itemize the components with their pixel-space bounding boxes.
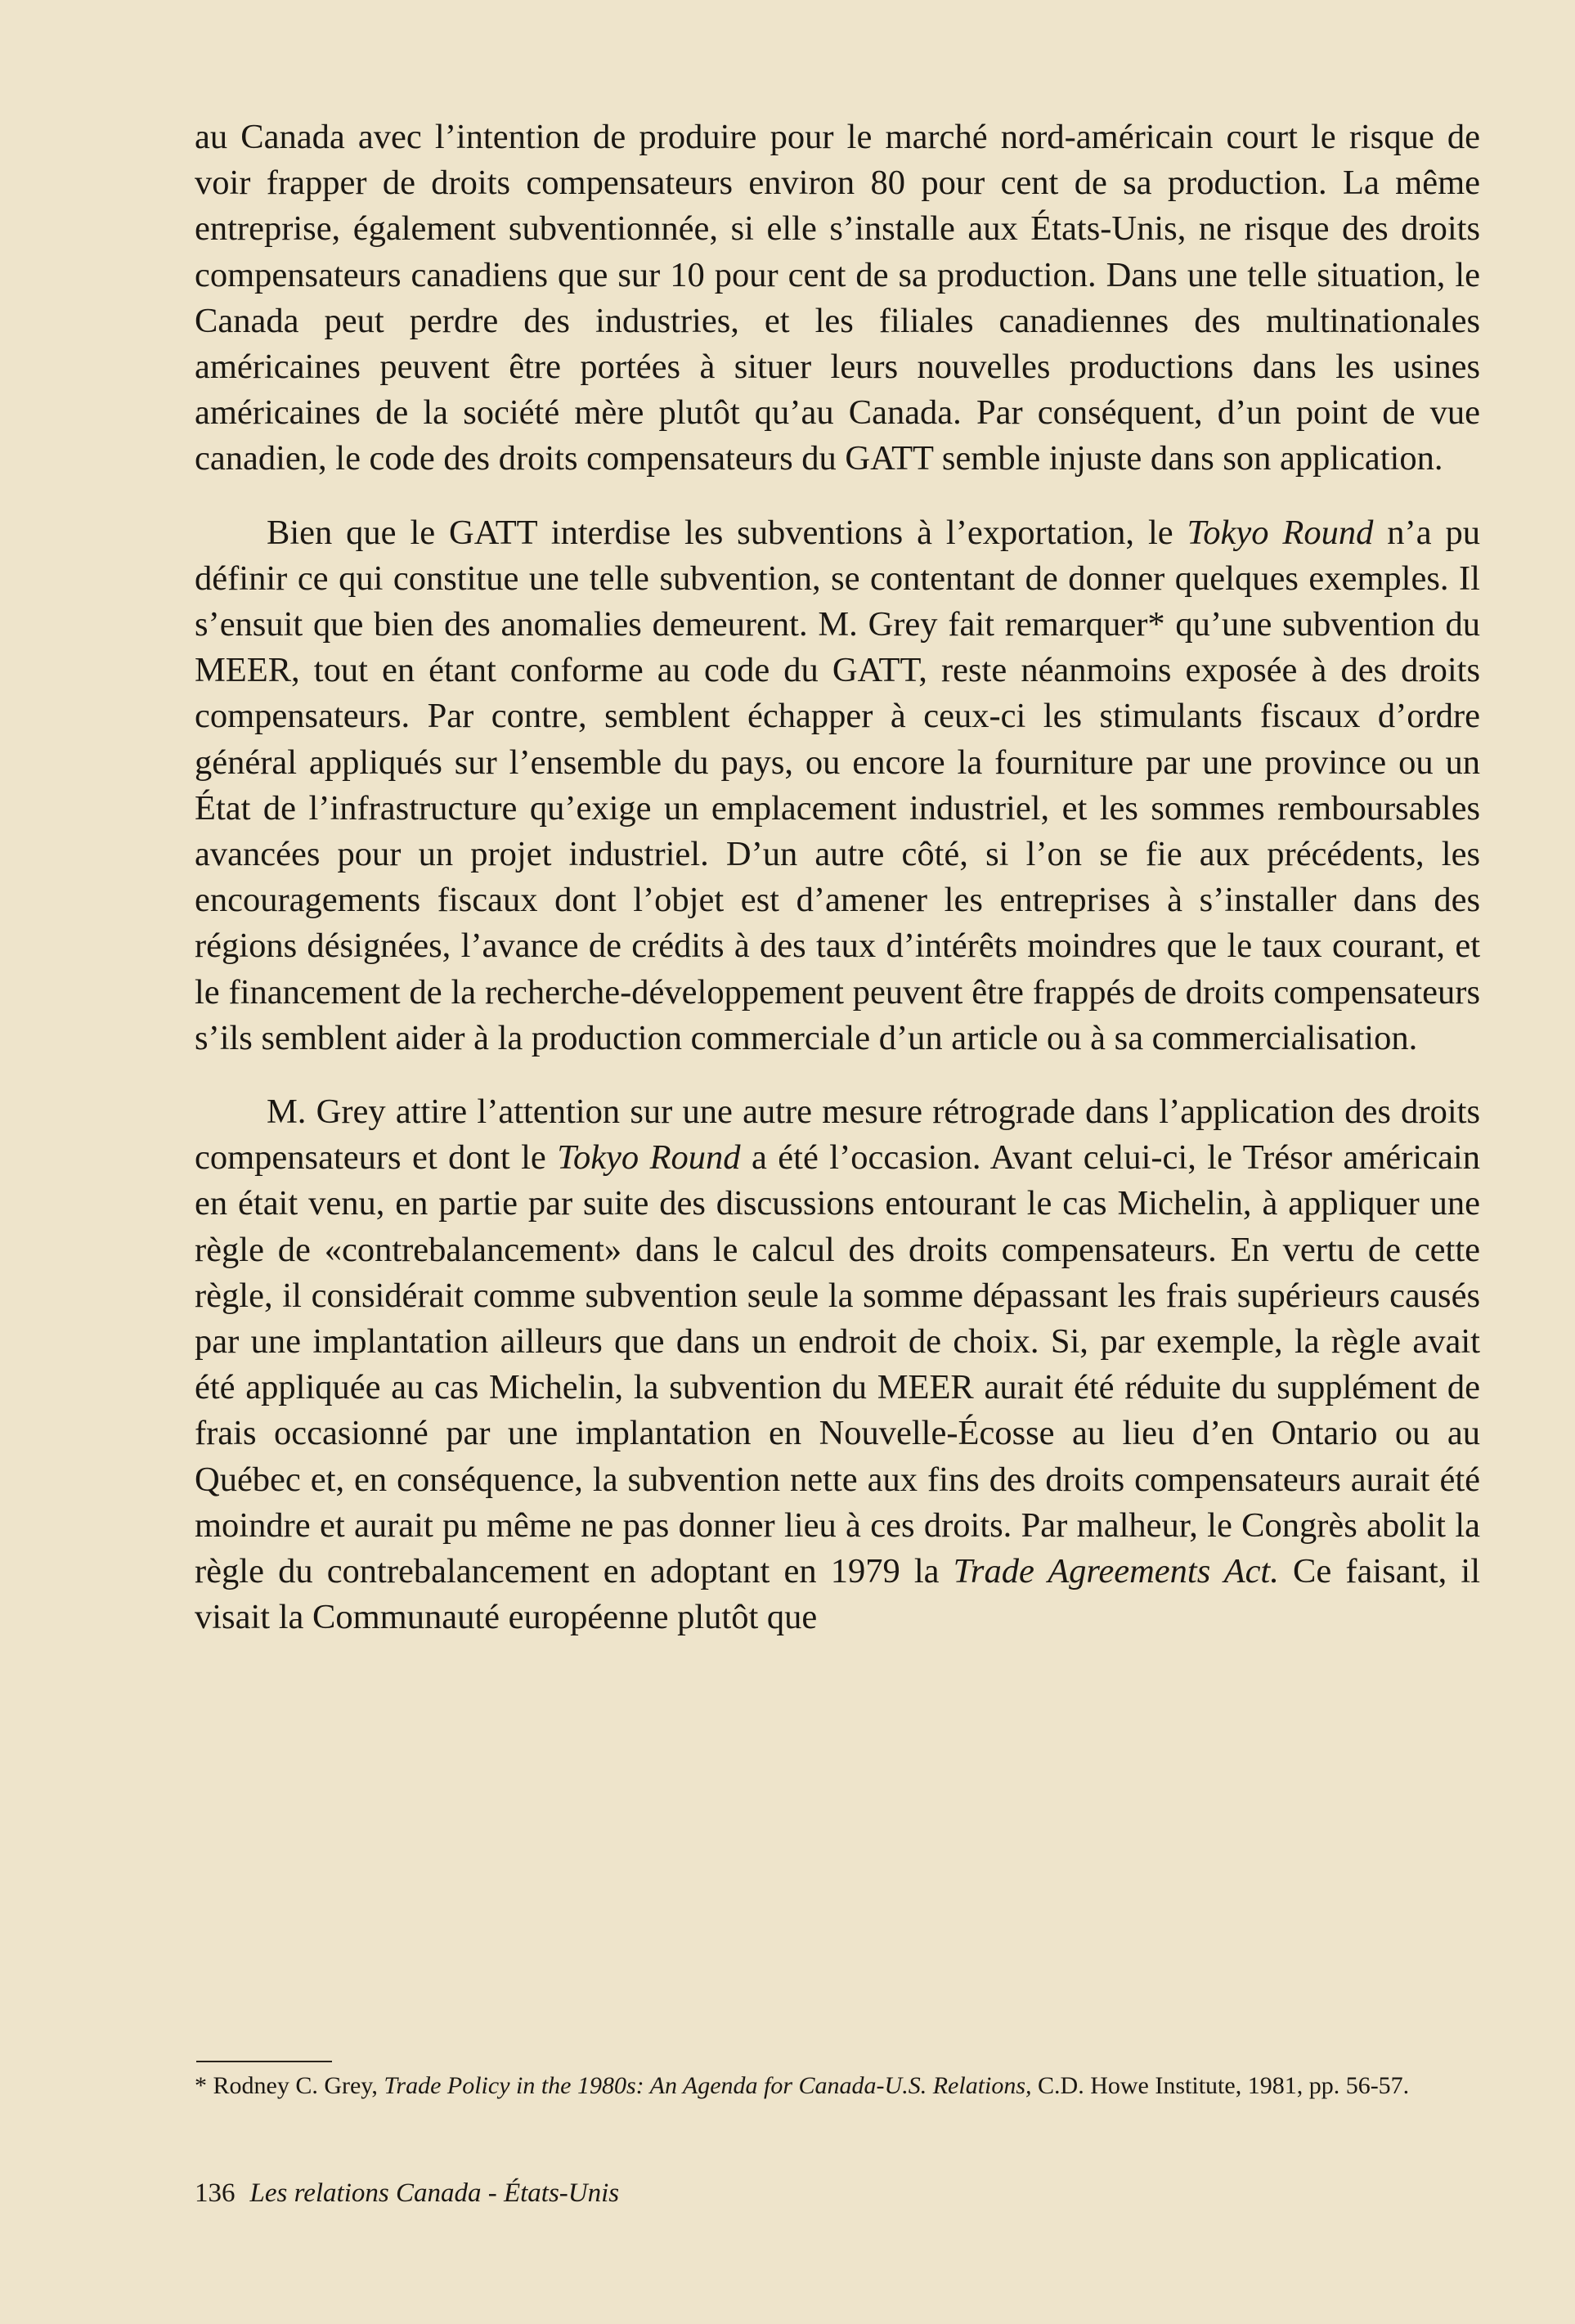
paragraph-3-text-b: a été l’occasion. Avant celui-ci, le Trésor américain en était venu, en partie par suite des discussions entourant le cas Michelin, à appliquer une règle de «contrebalancement» dans le calcul des droits compensateurs. En vertu de cette règle, il considérait comme subvention seule la somme dépassant les frais supérieurs causés par une implantation ailleurs que dans un endroit de choix. Si, par exemple, la règle avait été appliquée au cas Michelin, la subvention du MEER aurait été réduite du supplément de frais occasionné par une implantation en Nouvelle-Écosse au lieu d’en Ontario ou au Québec et, en conséquence, la subvention nette aux fins des droits compensateurs aurait été moindre et aurait pu même ne pas donner lieu à ces droits. Par malheur, le Congrès abolit la règle du contrebalancement en adoptant en 1979 la <box>195 1138 1480 1591</box>
footnote <box>195 2071 1480 2102</box>
paragraph-2-text-a: Bien que le GATT interdise les subventions à l’exportation, le <box>267 513 1187 552</box>
footnote-divider <box>196 2061 332 2062</box>
paragraph-2 <box>195 510 1480 1061</box>
paragraph-3-italic-tokyo-round: Tokyo Round <box>557 1138 741 1178</box>
paragraph-3-italic-trade-agreements-act: Trade Agreements Act. <box>953 1552 1279 1591</box>
paragraph-3 <box>195 1089 1480 1640</box>
paragraph-1 <box>195 114 1480 482</box>
paragraph-2-text-b: n’a pu définir ce qui constitue une telle subvention, se contentant de donner quelques exemples. Il s’ensuit que bien des anomalies demeurent. M. Grey fait remarquer* qu’une subvention du MEER, tout en étant conforme au code du GATT, reste néanmoins exposée à des droits compensateurs. Par contre, semblent échapper à ceux-ci les stimulants fiscaux d’ordre général appliqués sur l’ensemble du pays, ou encore la fourniture par une province ou un État de l’infrastructure qu’exige un emplacement industriel, et les sommes remboursables avancées pour un projet industriel. D’un autre côté, si l’on se fie aux précédents, les encouragements fiscaux dont l’objet est d’amener les entreprises à s’installer dans des régions désignées, l’avance de crédits à des taux d’intérêts moindres que le taux courant, et le financement de la recherche-développement peuvent être frappés de droits compensateurs s’ils semblent aider à la production commerciale d’un article ou à sa commercialisation. <box>195 513 1480 1057</box>
body-text <box>195 114 1480 1641</box>
paragraph-1-text: au Canada avec l’intention de produire pour le marché nord-américain court le risque de voir frapper de droits compensateurs environ 80 pour cent de sa production. La même entreprise, également subventionnée, si elle s’installe aux États-Unis, ne risque des droits compensateurs canadiens que sur 10 pour cent de sa production. Dans une telle situation, le Canada peut perdre des industries, et les filiales canadiennes des multinationales américaines peuvent être portées à situer leurs nouvelles productions dans les usines américaines de la société mère plutôt qu’au Canada. Par conséquent, d’un point de vue canadien, le code des droits compensateurs du GATT semble injuste dans son application. <box>195 118 1480 478</box>
footnote-suffix: C.D. Howe Institute, 1981, pp. 56-57. <box>1031 2072 1410 2099</box>
page-number: 136 <box>195 2178 236 2208</box>
footnote-prefix: * Rodney C. Grey, <box>195 2072 384 2099</box>
running-title: Les relations Canada - États-Unis <box>249 2178 620 2208</box>
footnote-title: Trade Policy in the 1980s: An Agenda for Canada-U.S. Relations, <box>384 2072 1032 2099</box>
paragraph-2-italic-tokyo-round: Tokyo Round <box>1187 513 1374 552</box>
page-footer <box>195 2177 619 2210</box>
paragraph-3-text-a: M. Grey attire l’attention sur une autre mesure rétrograde dans l’application des droits compensateurs et dont le <box>195 1092 1480 1178</box>
paragraph-3-text-c: Ce faisant, il visait la Communauté européenne plutôt que <box>195 1552 1480 1637</box>
